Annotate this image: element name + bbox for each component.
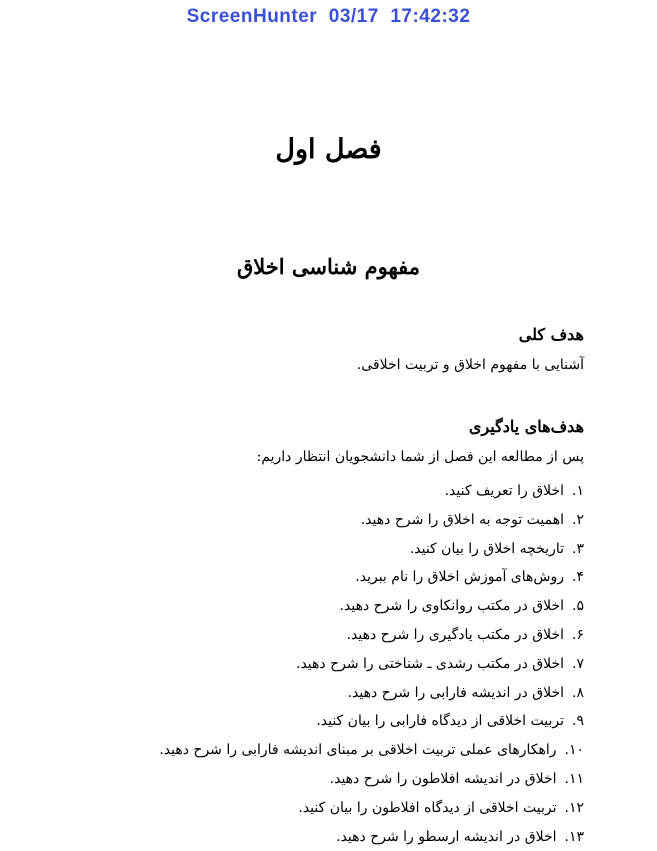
learning-goal-text: اخلاق در اندیشه افلاطون را شرح دهید. (329, 770, 557, 787)
learning-goal-item (24, 679, 584, 708)
learning-goal-item (24, 563, 584, 592)
learning-goal-text: تاریخچه اخلاق را بیان کنید. (409, 540, 565, 557)
learning-goal-text: اخلاق در مکتب یادگیری را شرح دهید. (346, 626, 565, 643)
learning-goal-number: ۳. (572, 540, 584, 557)
learning-goals-heading: هدف‌های یادگیری (468, 417, 584, 436)
learning-goal-text: اخلاق در مکتب روانکاوی را شرح دهید. (339, 598, 565, 615)
learning-goal-item (24, 707, 584, 736)
learning-goal-item (24, 621, 584, 650)
learning-goal-text: راهکارهای عملی تربیت اخلاقی بر مبنای اندیشه فارابی را شرح دهید. (159, 742, 557, 759)
learning-goal-item (24, 535, 584, 564)
learning-goal-text: اخلاق در اندیشه فارابی را شرح دهید. (347, 684, 565, 701)
learning-goals-intro: پس از مطالعه این فصل از شما دانشجویان انتظار داریم: (256, 449, 584, 465)
general-goal-heading: هدف کلی (518, 325, 584, 344)
learning-goal-text: تربیت اخلاقی از دیدگاه افلاطون را بیان کنید. (298, 799, 557, 816)
general-goal-text: آشنایی با مفهوم اخلاق و تربیت اخلاقی. (356, 357, 584, 373)
learning-goal-item (24, 477, 584, 506)
learning-goal-number: ۱۳. (564, 828, 584, 845)
learning-goal-number: ۸. (572, 684, 584, 701)
learning-goal-text: اخلاق را تعریف کنید. (444, 483, 565, 499)
learning-goal-number: ۵. (572, 598, 584, 615)
learning-goals-list (24, 477, 584, 851)
screenhunter-watermark: ScreenHunter 03/17 17:42:32 (186, 6, 471, 27)
learning-goal-number: ۴. (572, 569, 584, 586)
learning-goal-item (24, 765, 584, 794)
learning-goal-item (24, 650, 584, 679)
learning-goal-number: ۹. (572, 713, 584, 730)
learning-goal-number: ۱. (572, 483, 584, 499)
learning-goal-item (24, 592, 584, 621)
learning-goal-item (24, 794, 584, 823)
learning-goal-number: ۶. (572, 626, 584, 643)
learning-goal-text: روش‌های آموزش اخلاق را نام ببرید. (355, 569, 565, 586)
learning-goal-text: اخلاق در اندیشه ارسطو را شرح دهید. (336, 828, 557, 845)
learning-goal-item (24, 506, 584, 535)
learning-goal-number: ۷. (572, 655, 584, 672)
learning-goal-number: ۱۰. (564, 742, 584, 759)
learning-goal-number: ۱۱. (564, 770, 584, 787)
chapter-title: فصل اول (275, 134, 382, 165)
learning-goal-text: اخلاق در مکتب رشدی ـ شناختی را شرح دهید. (296, 655, 565, 672)
learning-goal-text: تربیت اخلاقی از دیدگاه فارابی را بیان کنید. (316, 713, 565, 730)
learning-goal-number: ۲. (572, 511, 584, 528)
section-title: مفهوم شناسی اخلاق (236, 254, 421, 279)
learning-goal-number: ۱۲. (564, 799, 584, 816)
learning-goal-text: اهمیت توجه به اخلاق را شرح دهید. (360, 511, 565, 528)
learning-goal-item (24, 736, 584, 765)
